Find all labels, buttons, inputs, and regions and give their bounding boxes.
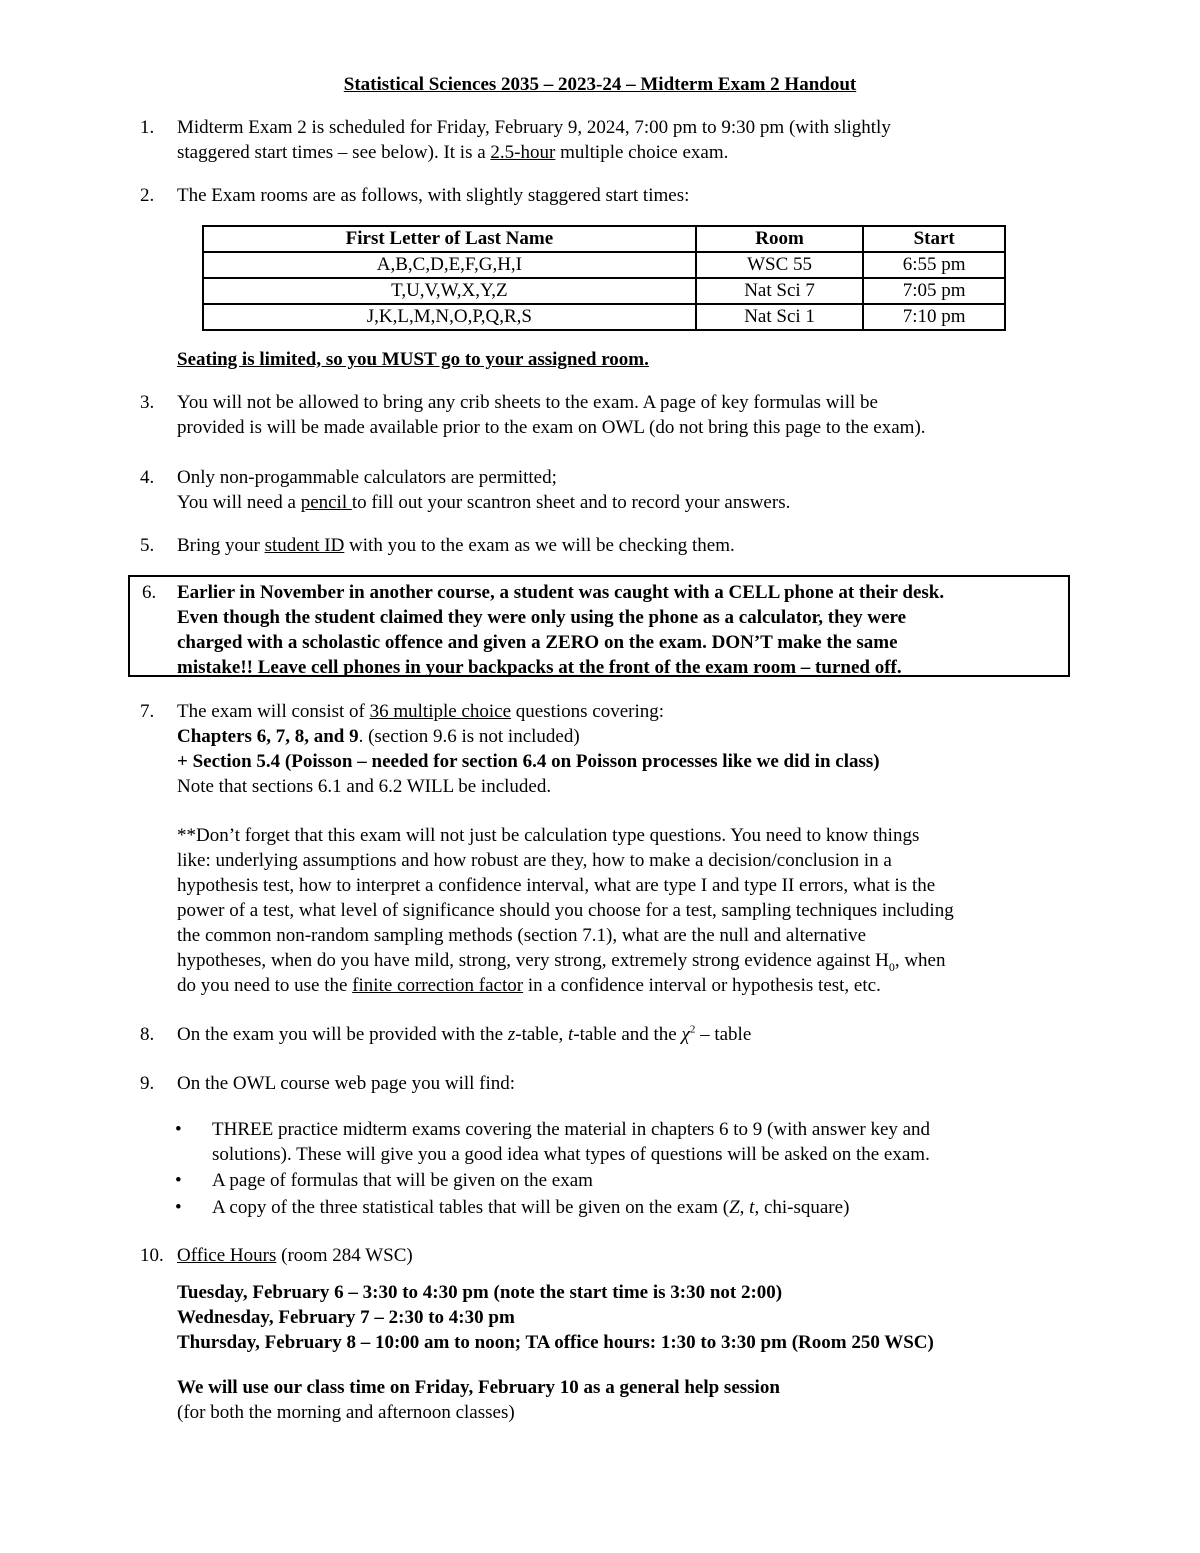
warning-line: charged with a scholastic offence and given a ZERO on the exam. DON’T make the same <box>177 632 898 653</box>
table-row <box>203 278 1005 304</box>
column-header: Room <box>696 226 864 252</box>
warning-line: Earlier in November in another course, a student was caught with a CELL phone at their desk. <box>177 582 945 603</box>
item-7-paragraph-line: the common non-random sampling methods (section 7.1), what are the null and alternative <box>177 925 867 946</box>
column-header: Start <box>863 226 1005 252</box>
pencil-emphasis: pencil <box>300 492 352 513</box>
office-hours-line: Wednesday, February 7 – 2:30 to 4:30 pm <box>177 1307 515 1328</box>
item-2 <box>140 183 1080 208</box>
item-7 <box>140 699 1080 998</box>
table-cell: WSC 55 <box>696 252 864 278</box>
item-7-paragraph-line: hypotheses, when do you have mild, strong, very strong, extremely strong evidence against $H_0$, when <box>177 950 946 974</box>
warning-line: Even though the student claimed they were only using the phone as a calculator, they were <box>177 607 907 628</box>
table-cell: T,U,V,W,X,Y,Z <box>203 278 696 304</box>
item-2-text: The Exam rooms are as follows, with slightly staggered start times: <box>177 185 690 206</box>
student-id-emphasis: student ID <box>264 535 345 556</box>
table-cell: J,K,L,M,N,O,P,Q,R,S <box>203 304 696 330</box>
item-number: 3. <box>140 392 155 413</box>
item-4-line-1: Only non-progammable calculators are permitted; <box>177 467 557 488</box>
table-row <box>203 252 1005 278</box>
item-number: 2. <box>140 185 155 206</box>
item-5-text: Bring your student ID with you to the exam as we will be checking them. <box>177 535 735 556</box>
column-header: First Letter of Last Name <box>203 226 696 252</box>
item-number: 9. <box>140 1073 155 1094</box>
item-7-paragraph-line: like: underlying assumptions and how robust are they, how to make a decision/conclusion in a <box>177 850 892 871</box>
table-cell: A,B,C,D,E,F,G,H,I <box>203 252 696 278</box>
item-9-text: On the OWL course web page you will find: <box>177 1073 516 1094</box>
item-7-line-2: Chapters 6, 7, 8, and 9. (section 9.6 is not included) <box>177 726 580 747</box>
cell-phone-warning-box <box>128 575 1070 677</box>
item-1-line-2: staggered start times – see below). It is a 2.5-hour multiple choice exam. <box>177 142 729 163</box>
page-title: Statistical Sciences 2035 – 2023-24 – Midterm Exam 2 Handout <box>343 74 857 95</box>
chi-symbol: χ <box>681 1024 690 1045</box>
list-item: A page of formulas that will be given on the exam <box>212 1170 593 1191</box>
item-number: 4. <box>140 467 155 488</box>
item-number: 8. <box>140 1024 155 1045</box>
item-5 <box>140 533 1080 558</box>
item-3-line-2: provided is will be made available prior to the exam on OWL (do not bring this page to the exam). <box>177 417 926 438</box>
help-session: We will use our class time on Friday, February 10 as a general help session <box>177 1377 780 1398</box>
office-hours-line: Thursday, February 8 – 10:00 am to noon; TA office hours: 1:30 to 3:30 pm (Room 250 WSC) <box>177 1332 934 1353</box>
item-7-line-3: + Section 5.4 (Poisson – needed for section 6.4 on Poisson processes like we did in class) <box>177 751 880 772</box>
table-cell: Nat Sci 1 <box>696 304 864 330</box>
item-number: 6. <box>142 582 157 603</box>
exam-duration: 2.5-hour <box>490 142 556 163</box>
office-hours-line: Tuesday, February 6 – 3:30 to 4:30 pm (note the start time is 3:30 not 2:00) <box>177 1282 783 1303</box>
item-7-paragraph-line: do you need to use the finite correction factor in a confidence interval or hypothesis test, etc. <box>177 975 881 996</box>
item-7-line-4: Note that sections 6.1 and 6.2 WILL be included. <box>177 776 552 797</box>
finite-correction-emphasis: finite correction factor <box>352 975 524 996</box>
item-7-line-1: The exam will consist of 36 multiple choice questions covering: <box>177 701 665 722</box>
table-cell: Nat Sci 7 <box>696 278 864 304</box>
table-cell: 7:10 pm <box>863 304 1005 330</box>
list-item: THREE practice midterm exams covering the material in chapters 6 to 9 (with answer key and solutions). These will give you a good idea what types of questions will be asked on the exam. <box>212 1119 931 1165</box>
item-number: 7. <box>140 701 155 722</box>
item-9 <box>140 1071 1080 1096</box>
table-cell: 7:05 pm <box>863 278 1005 304</box>
item-1 <box>140 115 1080 165</box>
question-count: 36 multiple choice <box>369 701 512 722</box>
warning-line: mistake!! Leave cell phones in your backpacks at the front of the exam room – turned off. <box>177 657 902 678</box>
item-1-line-1: Midterm Exam 2 is scheduled for Friday, February 9, 2024, 7:00 pm to 9:30 pm (with slightly <box>177 117 891 138</box>
item-4-line-2: You will need a pencil to fill out your scantron sheet and to record your answers. <box>177 492 791 513</box>
item-3-line-1: You will not be allowed to bring any crib sheets to the exam. A page of key formulas will be <box>177 392 878 413</box>
bullet-icon: • <box>175 1197 182 1218</box>
item-8-text: On the exam you will be provided with the z-table, t-table and the $\chi^2$ – table <box>177 1023 752 1045</box>
table-row <box>203 304 1005 330</box>
bullet-icon: • <box>175 1170 182 1191</box>
table-cell: 6:55 pm <box>863 252 1005 278</box>
table-header-row <box>203 226 1005 252</box>
help-session-note: (for both the morning and afternoon classes) <box>177 1402 515 1423</box>
item-4 <box>140 465 1080 515</box>
item-number: 5. <box>140 535 155 556</box>
item-3 <box>140 390 1080 440</box>
exam-rooms-table <box>202 225 1006 331</box>
office-hours-heading: Office Hours (room 284 WSC) <box>177 1245 413 1266</box>
item-7-paragraph-line: hypothesis test, how to interpret a confidence interval, what are type I and type II errors, what is the <box>177 875 936 896</box>
item-number: 10. <box>140 1245 164 1266</box>
item-7-paragraph-line: **Don’t forget that this exam will not just be calculation type questions. You need to know things <box>177 825 920 846</box>
bullet-icon: • <box>175 1119 182 1140</box>
item-number: 1. <box>140 117 155 138</box>
item-7-paragraph-line: power of a test, what level of significance should you choose for a test, sampling techniques including <box>177 900 954 921</box>
list-item: A copy of the three statistical tables that will be given on the exam (Z, t, chi-square) <box>212 1197 850 1218</box>
seating-note: Seating is limited, so you MUST go to your assigned room. <box>177 349 649 370</box>
item-10 <box>140 1243 1080 1425</box>
item-8 <box>140 1022 1080 1047</box>
